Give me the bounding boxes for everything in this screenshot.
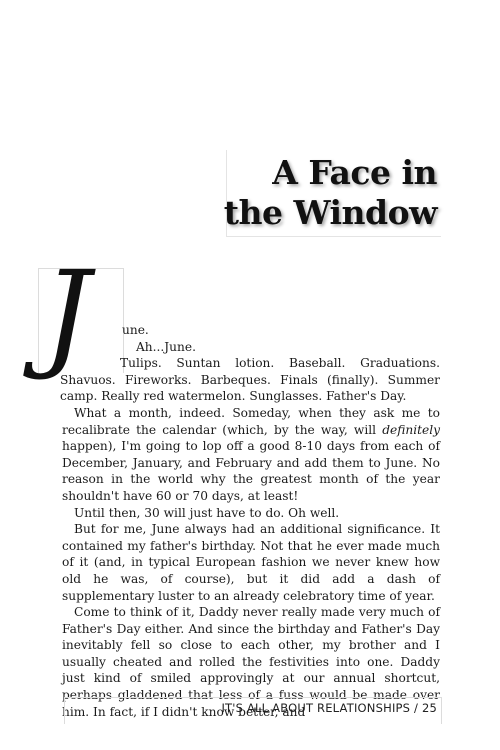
paragraph-1-start: What a month, indeed. Someday, when they ask me to recalibrate the calendar (which, by the way, will [62,405,440,437]
paragraph-1-end: happen), I'm going to lop off a good 8-10 days from each of December, January, and February and add them to June. No reason in the world why the greatest month of the year shouldn't have 60 or 70 days, at least! [62,439,440,503]
body-text [62,322,440,720]
opening-line-2: Ah...June. [136,339,196,354]
opening-paragraph-text: Tulips. Suntan lotion. Baseball. Graduations. Shavuos. Fireworks. Barbeques. Finals (finally). Summer camp. Really red watermelon. Sunglasses. Father's Day. [60,356,440,404]
opening-line-1: une. [122,323,149,337]
paragraph-3: But for me, June always had an additional significance. It contained my father's birthday. Not that he ever made much of it (and, in typical European fashion we never knew how old he was, of course), but it did add a dash of supplementary luster to an already celebratory time of year. [62,522,440,603]
chapter-title-box [223,150,441,237]
opening-paragraph [62,355,440,405]
chapter-title-line-1: A Face in [272,153,437,192]
paragraph-1 [62,405,440,505]
drop-cap-letter: J [43,245,91,383]
running-head-and-page-number: IT'S ALL ABOUT RELATIONSHIPS / 25 [221,701,437,715]
paragraph-4: Come to think of it, Daddy never really made very much of Father's Day either. And since the birthday and Father's Day inevitably fell so close to each other, my brother and I usually cheated and rolled the festivities into one. Daddy just kind of smiled approvingly at our annual shortcut, perhaps gladdened that less of a fuss would be made over him. In fact, if I didn't know better, and [62,605,440,719]
chapter-title-line-2: the Window [223,193,437,232]
page-footer [64,697,442,724]
paragraph-2: Until then, 30 will just have to do. Oh well. [74,505,340,520]
paragraph-1-emphasis: definitely [382,422,440,437]
